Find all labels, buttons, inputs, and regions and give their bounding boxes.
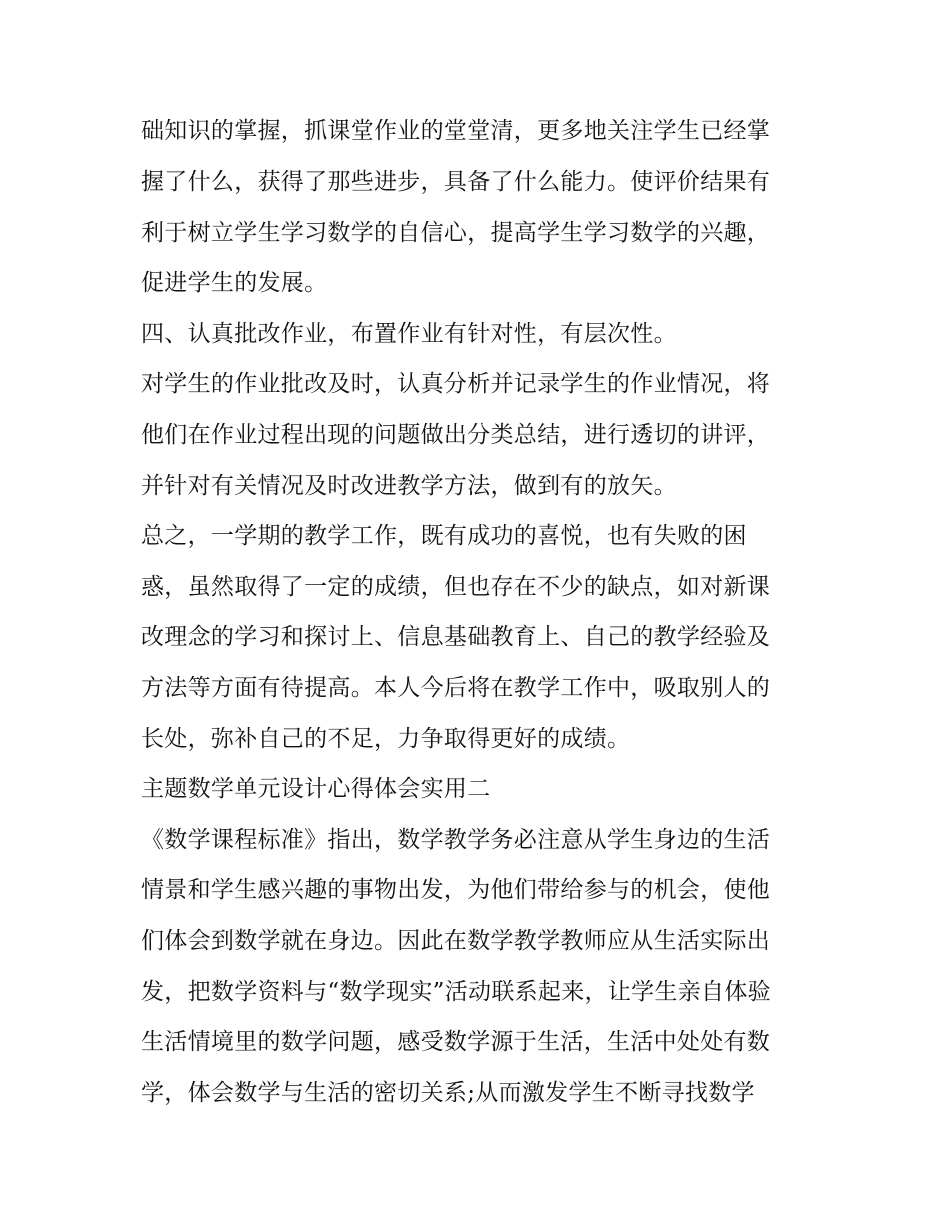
text-line: 生活情境里的数学问题，感受数学源于生活，生活中处处有数 bbox=[141, 1029, 771, 1055]
text-line: 并针对有关情况及时改进教学方法，做到有的放矢。 bbox=[141, 473, 677, 499]
text-line: 握了什么，获得了那些进步，具备了什么能力。使评价结果有 bbox=[141, 169, 771, 195]
text-line: 长处，弥补自己的不足，力争取得更好的成绩。 bbox=[141, 726, 631, 752]
text-line: 方法等方面有待提高。本人今后将在教学工作中，吸取别人的 bbox=[141, 675, 771, 701]
text-line: 们体会到数学就在身边。因此在数学教学教师应从生活实际出 bbox=[141, 928, 771, 954]
text-line: 惑，虽然取得了一定的成绩，但也存在不少的缺点，如对新课 bbox=[141, 574, 771, 600]
text-line: 础知识的掌握，抓课堂作业的堂堂清，更多地关注学生已经掌 bbox=[141, 118, 771, 144]
text-line: 他们在作业过程出现的问题做出分类总结，进行透切的讲评， bbox=[141, 422, 771, 448]
section-title: 主题数学单元设计心得体会实用二 bbox=[141, 776, 491, 802]
text-line: 促进学生的发展。 bbox=[141, 270, 328, 296]
text-line: 《数学课程标准》指出，数学教学务必注意从学生身边的生活 bbox=[141, 827, 771, 853]
section-heading: 四、认真批改作业，布置作业有针对性，有层次性。 bbox=[141, 321, 677, 347]
text-line: 情景和学生感兴趣的事物出发，为他们带给参与的机会，使他 bbox=[141, 877, 771, 903]
text-line: 学，体会数学与生活的密切关系;从而激发学生不断寻找数学 bbox=[141, 1080, 755, 1106]
text-line: 改理念的学习和探讨上、信息基础教育上、自己的教学经验及 bbox=[141, 624, 771, 650]
text-line: 对学生的作业批改及时，认真分析并记录学生的作业情况，将 bbox=[141, 371, 771, 397]
text-line: 总之，一学期的教学工作，既有成功的喜悦，也有失败的困 bbox=[141, 523, 747, 549]
text-line: 发，把数学资料与“数学现实”活动联系起来，让学生亲自体验 bbox=[141, 979, 771, 1005]
text-line: 利于树立学生学习数学的自信心，提高学生学习数学的兴趣， bbox=[141, 220, 771, 246]
